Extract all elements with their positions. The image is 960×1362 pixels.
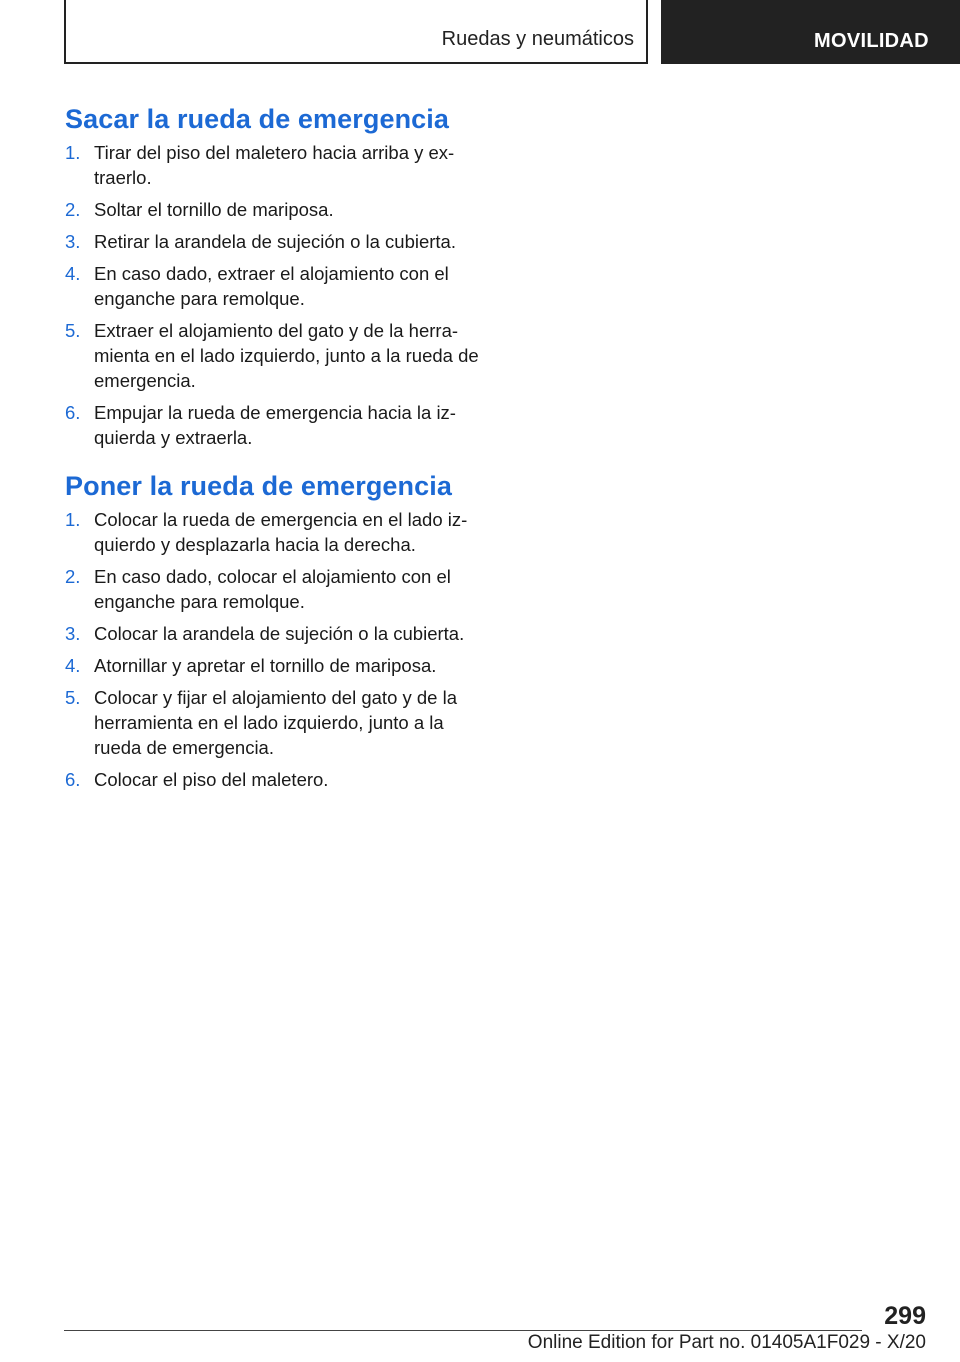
header-tab-label: MOVILIDAD <box>814 30 929 52</box>
step-item <box>65 197 485 222</box>
step-text: Colocar y fijar el alojamiento del gato y de la herramienta en el lado izquierdo, junto a la rueda de emergencia. <box>94 687 457 758</box>
step-item <box>65 318 485 393</box>
step-number: 6. <box>65 402 81 423</box>
step-text: Colocar el piso del maletero. <box>94 769 329 790</box>
step-item <box>65 621 485 646</box>
footer-divider <box>64 1330 862 1331</box>
step-text: En caso dado, extraer el alojamiento con el enganche para remolque. <box>94 263 449 309</box>
step-text: Colocar la rueda de emergencia en el lado iz‐quierdo y desplazarla hacia la derecha. <box>94 509 468 555</box>
step-text: Retirar la arandela de sujeción o la cubierta. <box>94 231 456 252</box>
step-number: 4. <box>65 263 81 284</box>
step-number: 1. <box>65 509 81 530</box>
step-number: 5. <box>65 320 81 341</box>
step-text: Atornillar y apretar el tornillo de mariposa. <box>94 655 437 676</box>
page-number: 299 <box>884 1302 926 1330</box>
step-item <box>65 400 485 450</box>
steps-list <box>65 507 485 792</box>
step-item <box>65 685 485 760</box>
step-text: Tirar del piso del maletero hacia arriba y ex‐traerlo. <box>94 142 455 188</box>
section-poner-rueda <box>65 469 485 792</box>
step-item <box>65 140 485 190</box>
step-number: 3. <box>65 623 81 644</box>
step-item <box>65 767 485 792</box>
section-title: Sacar la rueda de emergencia <box>65 104 450 134</box>
step-item <box>65 261 485 311</box>
step-text: Soltar el tornillo de mariposa. <box>94 199 334 220</box>
section-title: Poner la rueda de emergencia <box>65 471 452 501</box>
step-number: 4. <box>65 655 81 676</box>
step-number: 6. <box>65 769 81 790</box>
step-text: Empujar la rueda de emergencia hacia la iz‐quierda y extraerla. <box>94 402 456 448</box>
header-tab-movilidad[interactable] <box>661 0 960 64</box>
header-box <box>64 0 648 64</box>
header-title: Ruedas y neumáticos <box>441 28 634 50</box>
step-number: 5. <box>65 687 81 708</box>
page-content <box>65 102 485 799</box>
step-item <box>65 564 485 614</box>
steps-list <box>65 140 485 450</box>
section-sacar-rueda <box>65 102 485 450</box>
step-number: 3. <box>65 231 81 252</box>
step-text: En caso dado, colocar el alojamiento con el enganche para remolque. <box>94 566 451 612</box>
footer-edition-text: Online Edition for Part no. 01405A1F029 - X/20 <box>527 1332 926 1353</box>
step-number: 2. <box>65 566 81 587</box>
step-item <box>65 507 485 557</box>
step-text: Colocar la arandela de sujeción o la cubierta. <box>94 623 465 644</box>
step-number: 1. <box>65 142 81 163</box>
step-text: Extraer el alojamiento del gato y de la herra‐mienta en el lado izquierdo, junto a la rueda de emergencia. <box>94 320 479 391</box>
step-item <box>65 653 485 678</box>
step-item <box>65 229 485 254</box>
step-number: 2. <box>65 199 81 220</box>
